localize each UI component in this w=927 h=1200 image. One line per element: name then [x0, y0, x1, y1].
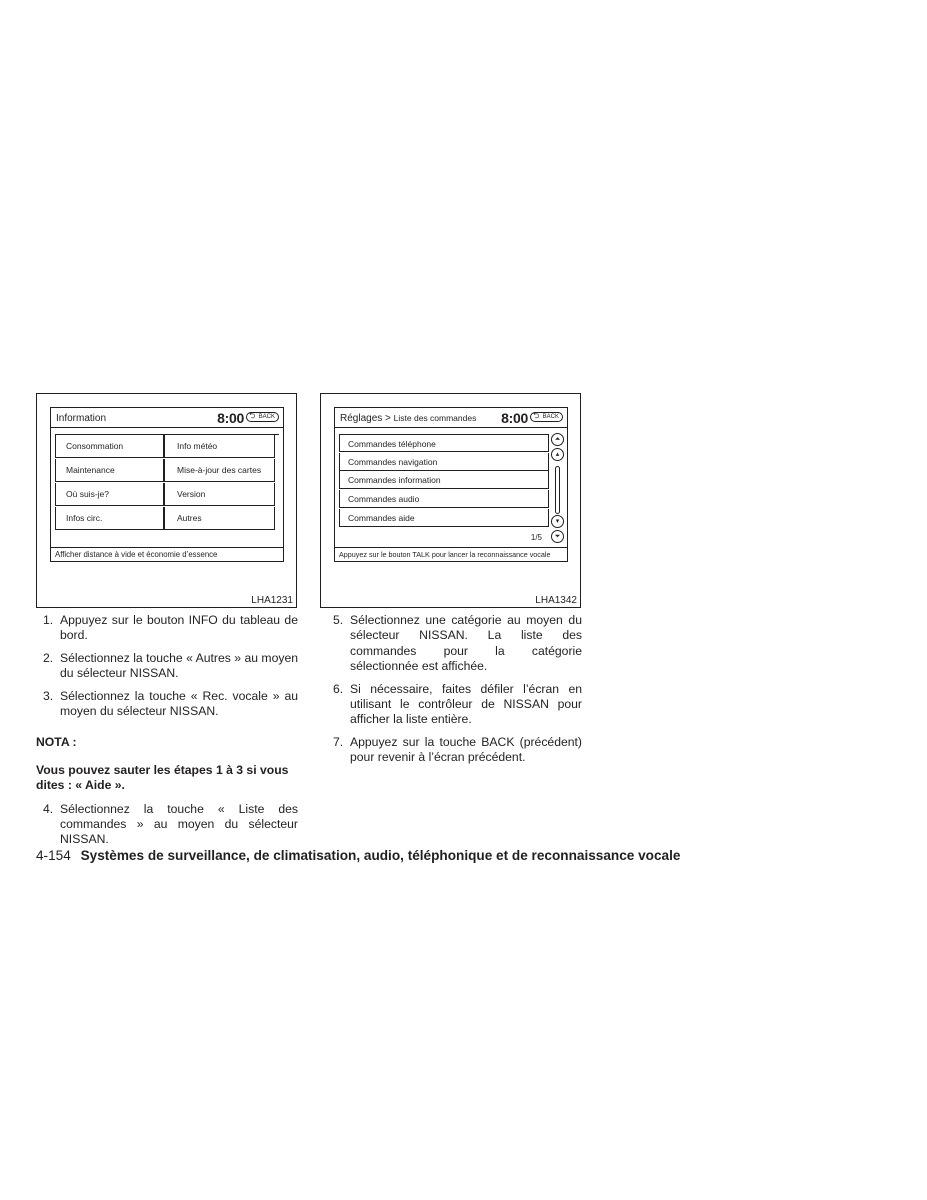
menu-item-consommation[interactable]: Consommation: [55, 435, 165, 458]
figure-command-list-screen: [320, 393, 581, 608]
list-item-commandes-information[interactable]: Commandes information: [339, 471, 549, 489]
back-arrow-icon: ⮌: [533, 411, 540, 420]
step-text: Appuyez sur la touche BACK (précédent) pour revenir à l’écran précédent.: [350, 734, 582, 765]
step-text: Si nécessaire, faites défiler l’écran en utilisant le contrôleur de NISSAN pour afficher la liste entière.: [350, 681, 582, 727]
menu-item-info-meteo[interactable]: Info météo: [165, 435, 275, 458]
step-7: [326, 735, 582, 766]
step-number: 6.: [333, 681, 344, 696]
figure-information-screen: [36, 393, 297, 608]
title-main: Réglages >: [340, 413, 391, 424]
page-indicator: 1/5: [530, 533, 542, 542]
clock: 8:00: [501, 410, 528, 426]
page-number: 4-154: [36, 848, 71, 863]
scroll-down-icon[interactable]: ▾: [551, 515, 564, 528]
step-number: 7.: [333, 734, 344, 749]
step-text: Sélectionnez la touche « Rec. vocale » au moyen du sélecteur NISSAN.: [60, 688, 298, 719]
left-column: [36, 613, 298, 855]
info-menu-grid: [55, 434, 279, 531]
footer-title: Systèmes de surveillance, de climatisation, audio, téléphonique et de reconnaissance vocale: [80, 848, 681, 863]
back-button[interactable]: [246, 412, 279, 422]
right-column: [326, 613, 582, 773]
back-arrow-icon: ⮌: [249, 411, 256, 420]
screen-title: Information: [56, 413, 107, 424]
page-footer: [36, 848, 680, 863]
command-list-screen: [334, 407, 568, 562]
step-5: [326, 613, 582, 675]
list-item-commandes-audio[interactable]: Commandes audio: [339, 490, 549, 508]
step-number: 2.: [43, 650, 54, 665]
step-text: Appuyez sur le bouton INFO du tableau de bord.: [60, 613, 298, 643]
status-bar-text: Afficher distance à vide et économie d’essence: [55, 550, 218, 559]
step-number: 1.: [43, 613, 54, 627]
list-item-commandes-navigation[interactable]: Commandes navigation: [339, 453, 549, 471]
clock: 8:00: [217, 410, 244, 426]
step-text: Sélectionnez la touche « Liste des commandes » au moyen du sélecteur NISSAN.: [60, 801, 298, 847]
step-4: [36, 802, 298, 848]
step-number: 4.: [43, 801, 54, 816]
menu-item-mise-a-jour-cartes[interactable]: Mise-à-jour des cartes: [165, 459, 275, 482]
command-list: [339, 434, 549, 542]
menu-item-version[interactable]: Version: [165, 483, 275, 506]
step-1: [36, 613, 298, 644]
scroll-up-icon[interactable]: ▴: [551, 448, 564, 461]
menu-item-maintenance[interactable]: Maintenance: [55, 459, 165, 482]
step-text: Sélectionnez une catégorie au moyen du sélecteur NISSAN. La liste des commandes pour la catégorie sélectionnée est affichée.: [350, 613, 582, 674]
status-bar-text: Appuyez sur le bouton TALK pour lancer la reconnaissance vocale: [339, 550, 551, 559]
menu-item-infos-circ[interactable]: Infos circ.: [55, 507, 165, 530]
scrollbar-track[interactable]: [555, 466, 560, 514]
back-label: BACK: [258, 414, 275, 420]
figure-code: LHA1342: [535, 595, 577, 606]
status-divider: [51, 547, 283, 548]
note-heading: NOTA :: [36, 735, 77, 750]
screen-title: [340, 413, 476, 424]
list-item-commandes-aide[interactable]: Commandes aide: [339, 509, 549, 527]
step-2: [36, 651, 298, 682]
status-divider: [335, 547, 567, 548]
step-number: 3.: [43, 688, 54, 703]
divider: [51, 427, 283, 428]
figure-code: LHA1231: [251, 595, 293, 606]
note-body: Vous pouvez sauter les étapes 1 à 3 si vous dites : « Aide ».: [36, 762, 289, 793]
title-sub: Liste des commandes: [393, 413, 477, 423]
step-text: Sélectionnez la touche « Autres » au moyen du sélecteur NISSAN.: [60, 650, 298, 681]
list-item-commandes-telephone[interactable]: Commandes téléphone: [339, 434, 549, 452]
step-number: 5.: [333, 613, 344, 627]
back-label: BACK: [542, 414, 559, 420]
back-button[interactable]: [530, 412, 563, 422]
step-3: [36, 689, 298, 720]
info-screen: [50, 407, 284, 562]
divider: [335, 427, 567, 428]
menu-item-ou-suis-je[interactable]: Où suis-je?: [55, 483, 165, 506]
scroll-top-icon[interactable]: ⏶: [551, 433, 564, 446]
menu-item-autres[interactable]: Autres: [165, 507, 275, 530]
scroll-bottom-icon[interactable]: ⏷: [551, 530, 564, 543]
step-6: [326, 682, 582, 728]
